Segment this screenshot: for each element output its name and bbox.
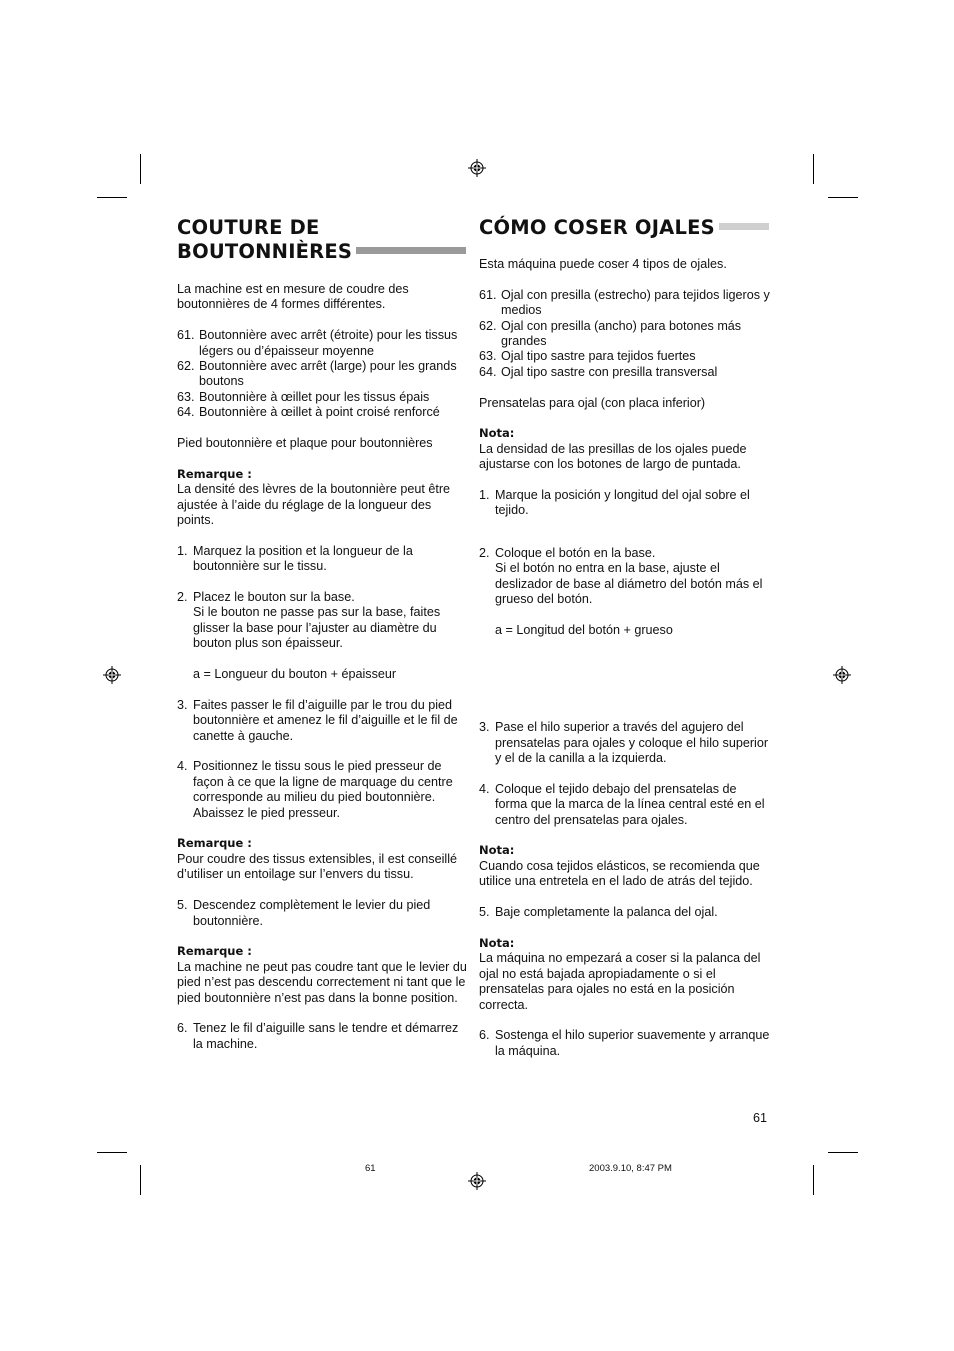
- crop-mark: [97, 197, 127, 198]
- list-text: Ojal tipo sastre con presilla transversal: [501, 364, 718, 379]
- step-item: [479, 905, 771, 920]
- list-text: Boutonnière avec arrêt (large) pour les grands boutons: [199, 359, 457, 389]
- list-item: [479, 319, 771, 350]
- heading-rule: [356, 247, 466, 254]
- list-number: 62.: [479, 318, 497, 333]
- registration-mark-icon: [833, 666, 851, 684]
- list-number: 64.: [177, 405, 195, 420]
- step-text: Marquez la position et la longueur de la boutonnière sur le tissu.: [193, 543, 413, 574]
- list-item: [177, 359, 467, 390]
- note-text: Cuando cosa tejidos elásticos, se recomienda que utilice una entretela en el lado de atrás del tejido.: [479, 858, 760, 889]
- crop-mark: [828, 1152, 858, 1153]
- list-number: 64.: [479, 364, 497, 379]
- step-text: Positionnez le tissu sous le pied presseur de façon à ce que la ligne de marquage du centre corresponde au milieu du pied boutonnière. Abaissez le pied presseur.: [193, 759, 453, 820]
- step-number: 3.: [177, 697, 188, 712]
- heading-rule: [719, 223, 769, 230]
- step-text: Baje completamente la palanca del ojal.: [495, 905, 718, 920]
- note-label: Nota:: [479, 843, 515, 858]
- spanish-heading: [479, 216, 771, 240]
- step-number: 4.: [177, 759, 188, 774]
- step-item: [177, 759, 467, 821]
- note-label: Nota:: [479, 426, 515, 441]
- crop-mark: [828, 197, 858, 198]
- step-text: Si le bouton ne passe pas sur la base, faites glisser la base pour l’ajuster au diamètre du bouton plus son épaisseur.: [193, 605, 441, 651]
- remark-label: Remarque :: [177, 944, 252, 959]
- note-text: La densidad de las presillas de los ojales puede ajustarse con los botones de largo de puntada.: [479, 441, 747, 472]
- note-label: Nota:: [479, 935, 515, 950]
- step-text: Coloque el botón en la base.: [495, 545, 656, 560]
- step-text: Descendez complètement le levier du pied boutonnière.: [193, 898, 431, 928]
- footer-timestamp: 2003.9.10, 8:47 PM: [589, 1163, 672, 1174]
- step-number: 1.: [177, 543, 188, 558]
- spanish-heading-text: CÓMO COSER OJALES: [479, 216, 715, 239]
- step-text: Placez le bouton sur la base.: [193, 590, 355, 605]
- step-number: 4.: [479, 781, 490, 796]
- registration-mark-icon: [468, 159, 486, 177]
- crop-mark: [97, 1152, 127, 1153]
- french-foot-label: Pied boutonnière et plaque pour boutonnières: [177, 436, 433, 451]
- step-number: 6.: [177, 1021, 188, 1036]
- french-heading-line1: COUTURE DE: [177, 216, 320, 239]
- list-text: Ojal tipo sastre para tejidos fuertes: [501, 349, 696, 364]
- list-item: [177, 328, 467, 359]
- remark-text: La machine ne peut pas coudre tant que le levier du pied n’est pas descendu correctement ni tant que le pied boutonnière n’est pas dans la bonne position.: [177, 959, 467, 1005]
- step-text: Tenez le fil d’aiguille sans le tendre et démarrez la machine.: [193, 1021, 459, 1051]
- spanish-column: [479, 216, 771, 1059]
- remark-text: Pour coudre des tissus extensibles, il est conseillé d’utiliser un entoilage sur l’envers du tissu.: [177, 851, 458, 882]
- footer-page: 61: [365, 1163, 376, 1174]
- list-item: [177, 405, 467, 420]
- remark-text: La densité des lèvres de la boutonnière peut être ajustée à l’aide du réglage de la longueur des points.: [177, 482, 451, 528]
- step-item: [479, 488, 771, 519]
- registration-mark-icon: [103, 666, 121, 684]
- formula-text: a = Longueur du bouton + épaisseur: [193, 667, 397, 682]
- list-text: Ojal con presilla (ancho) para botones más grandes: [501, 318, 742, 349]
- remark-label: Remarque :: [177, 836, 252, 851]
- formula: [177, 667, 467, 682]
- formula: [479, 623, 771, 638]
- note-text: La máquina no empezará a coser si la palanca del ojal no está bajada apropiadamente o si el prensatelas para ojales no está en la posición correcta.: [479, 951, 761, 1012]
- step-text: Si el botón no entra en la base, ajuste el deslizador de base al diámetro del botón más el grueso del botón.: [495, 561, 763, 607]
- list-number: 62.: [177, 359, 195, 374]
- step-number: 3.: [479, 720, 490, 735]
- list-text: Boutonnière à œillet à point croisé renforcé: [199, 405, 440, 420]
- step-item: [479, 782, 771, 828]
- step-item: [177, 698, 467, 744]
- step-text: Sostenga el hilo superior suavemente y arranque la máquina.: [495, 1028, 770, 1058]
- step-number: 2.: [177, 590, 188, 605]
- list-item: [479, 365, 771, 380]
- registration-mark-icon: [468, 1172, 486, 1190]
- list-number: 61.: [479, 287, 497, 302]
- step-item: [177, 544, 467, 575]
- step-item: [177, 590, 467, 652]
- list-text: Boutonnière à œillet pour les tissus épais: [199, 389, 430, 404]
- list-number: 63.: [479, 349, 497, 364]
- spanish-intro: Esta máquina puede coser 4 tipos de ojales.: [479, 257, 727, 271]
- step-number: 1.: [479, 488, 490, 503]
- step-number: 5.: [479, 905, 490, 920]
- list-number: 63.: [177, 389, 195, 404]
- spanish-foot-label: Prensatelas para ojal (con placa inferior): [479, 395, 706, 410]
- step-text: Faites passer le fil d’aiguille par le trou du pied boutonnière et amenez le fil d’aiguille et le fil de canette à gauche.: [193, 697, 458, 743]
- page-number: 61: [753, 1111, 768, 1125]
- crop-mark: [140, 154, 141, 184]
- step-item: [177, 898, 467, 929]
- crop-mark: [813, 1165, 814, 1195]
- list-item: [479, 349, 771, 364]
- formula-text: a = Longitud del botón + grueso: [495, 622, 673, 637]
- list-item: [177, 390, 467, 405]
- list-text: Boutonnière avec arrêt (étroite) pour les tissus légers ou d’épaisseur moyenne: [199, 328, 458, 358]
- step-item: [479, 546, 771, 608]
- step-item: [479, 720, 771, 766]
- french-intro: La machine est en mesure de coudre des boutonnières de 4 formes différentes.: [177, 282, 409, 312]
- step-item: [177, 1021, 467, 1052]
- step-number: 5.: [177, 898, 188, 913]
- step-text: Coloque el tejido debajo del prensatelas de forma que la marca de la línea central esté en el centro del prensatelas para ojales.: [495, 781, 765, 827]
- step-number: 2.: [479, 545, 490, 560]
- crop-mark: [140, 1165, 141, 1195]
- list-number: 61.: [177, 328, 195, 343]
- step-number: 6.: [479, 1028, 490, 1043]
- french-heading-line2: BOUTONNIÈRES: [177, 240, 353, 263]
- step-text: Pase el hilo superior a través del agujero del prensatelas para ojales y coloque el hilo superior y el de la canilla a la izquierda.: [495, 720, 769, 766]
- remark-label: Remarque :: [177, 466, 252, 481]
- french-heading: [177, 216, 467, 264]
- crop-mark: [813, 154, 814, 184]
- step-text: Marque la posición y longitud del ojal sobre el tejido.: [495, 488, 750, 518]
- french-column: [177, 216, 467, 1052]
- list-item: [479, 288, 771, 319]
- step-item: [479, 1028, 771, 1059]
- list-text: Ojal con presilla (estrecho) para tejidos ligeros y medios: [501, 287, 770, 318]
